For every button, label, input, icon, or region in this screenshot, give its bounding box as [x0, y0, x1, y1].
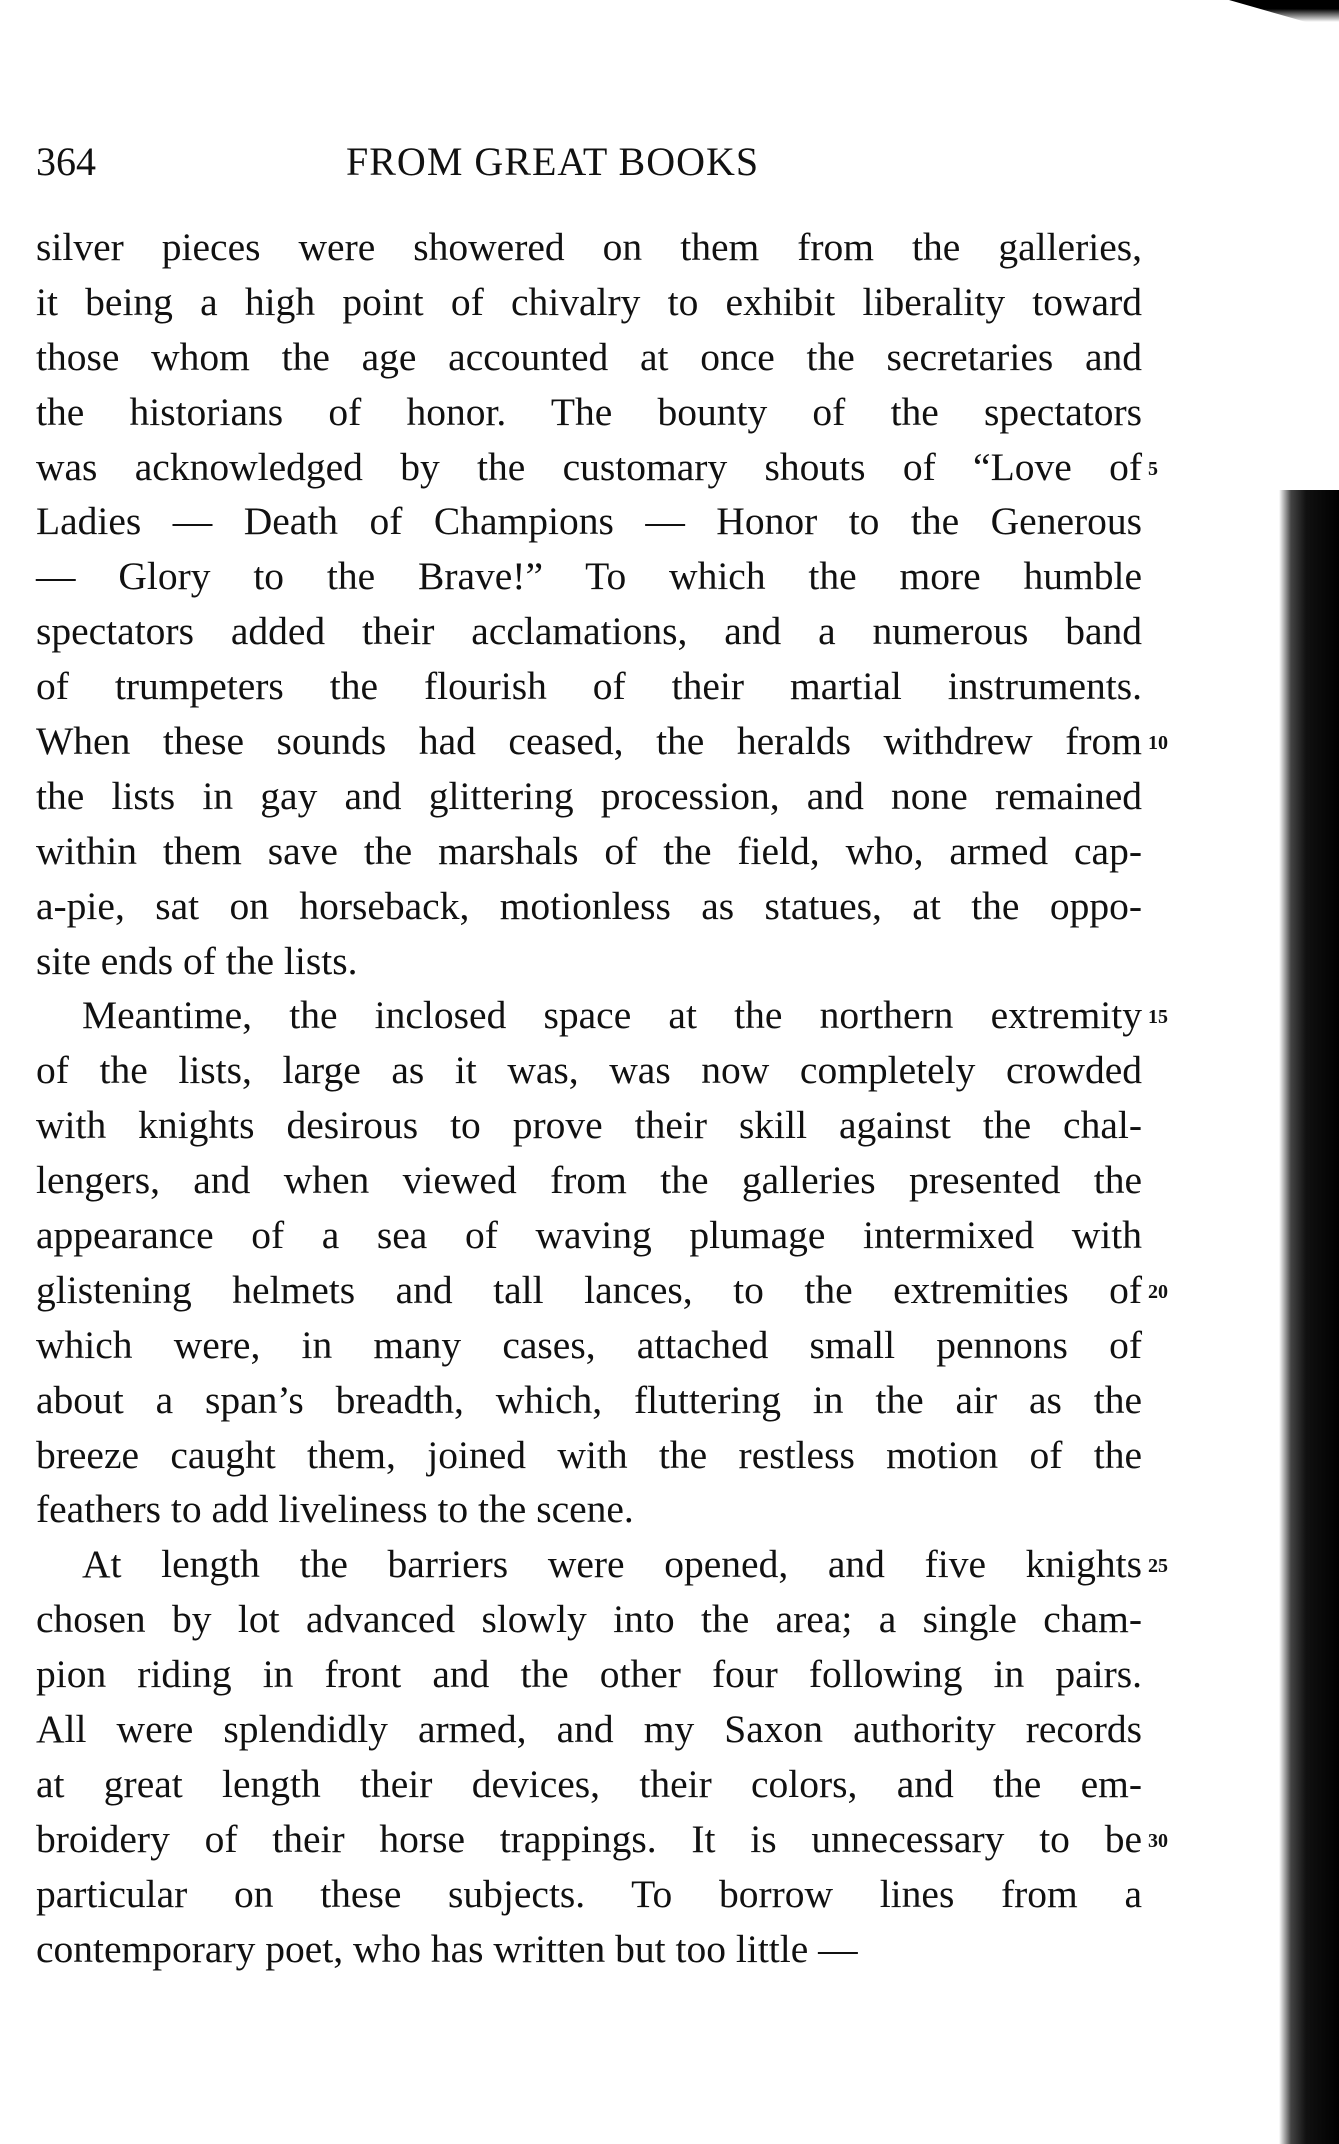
text-line [36, 1757, 1142, 1812]
text-line [36, 1098, 1142, 1153]
running-title: FROM GREAT BOOKS [346, 139, 760, 184]
line-text: Ladies — Death of Champions — Honor to the Generous [36, 499, 1142, 544]
line-text: chosen by lot advanced slowly into the area; a single cham- [36, 1597, 1142, 1642]
line-text: which were, in many cases, attached small pennons of [36, 1322, 1142, 1367]
text-line [36, 440, 1158, 495]
line-text: particular on these subjects. To borrow lines from a [36, 1871, 1142, 1916]
text-line [36, 1428, 1142, 1483]
text-line [36, 1318, 1142, 1373]
text-line [36, 1373, 1142, 1428]
scan-edge-top [1229, 0, 1339, 22]
line-text: lengers, and when viewed from the galleries presented the [36, 1158, 1142, 1203]
text-line [36, 1208, 1142, 1263]
line-text: of trumpeters the flourish of their martial instruments. [36, 664, 1142, 709]
line-text: was acknowledged by the customary shouts of “Love of [36, 444, 1142, 489]
text-line [36, 1812, 1168, 1867]
line-text: When these sounds had ceased, the heralds withdrew from [36, 719, 1142, 764]
line-text: broidery of their horse trappings. It is unnecessary to be [36, 1816, 1142, 1861]
line-text: with knights desirous to prove their skill against the chal- [36, 1103, 1142, 1148]
text-line [36, 220, 1142, 275]
text-line [36, 275, 1142, 330]
line-text: of the lists, large as it was, was now completely crowded [36, 1048, 1142, 1093]
line-number: 30 [1148, 1829, 1168, 1852]
line-text: All were splendidly armed, and my Saxon authority records [36, 1707, 1142, 1752]
line-text: those whom the age accounted at once the secretaries and [36, 334, 1142, 379]
page-header [36, 138, 1142, 188]
line-text: glistening helmets and tall lances, to the extremities of [36, 1267, 1142, 1312]
line-text: within them save the marshals of the field, who, armed cap- [36, 828, 1142, 873]
text-line [36, 1043, 1142, 1098]
line-number: 25 [1148, 1555, 1168, 1578]
line-text: breeze caught them, joined with the restless motion of the [36, 1432, 1142, 1477]
page-number: 364 [36, 139, 96, 184]
line-text: a-pie, sat on horseback, motionless as statues, at the oppo- [36, 883, 1142, 928]
text-line [36, 330, 1142, 385]
line-text: about a span’s breadth, which, fluttering in the air as the [36, 1377, 1142, 1422]
text-line [36, 1537, 1168, 1592]
text-line [36, 1647, 1142, 1702]
line-number: 5 [1148, 457, 1158, 480]
line-text: site ends of the lists. [36, 938, 358, 983]
text-line [36, 879, 1142, 934]
line-text: feathers to add liveliness to the scene. [36, 1487, 634, 1532]
text-line [36, 1592, 1142, 1647]
body-text [36, 220, 1168, 1977]
text-line [36, 1263, 1168, 1318]
text-line [36, 1153, 1142, 1208]
text-line [36, 659, 1142, 714]
scan-page-edge-shadow [1279, 490, 1339, 2144]
text-line [36, 988, 1168, 1043]
line-text: — Glory to the Brave!” To which the more humble [36, 554, 1142, 599]
line-number: 10 [1148, 732, 1168, 755]
text-line [36, 385, 1142, 440]
line-text: the historians of honor. The bounty of the spectators [36, 389, 1142, 434]
text-line [36, 494, 1142, 549]
line-text: at great length their devices, their colors, and the em- [36, 1761, 1142, 1806]
line-text: it being a high point of chivalry to exhibit liberality toward [36, 279, 1142, 324]
text-line [36, 769, 1142, 824]
text-line [36, 604, 1142, 659]
text-line [36, 1922, 1142, 1977]
line-number: 20 [1148, 1280, 1168, 1303]
text-line [36, 1867, 1142, 1922]
text-line [36, 714, 1168, 769]
line-text: appearance of a sea of waving plumage intermixed with [36, 1213, 1142, 1258]
text-line [36, 1482, 1142, 1537]
text-line [36, 934, 1142, 989]
line-text: silver pieces were showered on them from the galleries, [36, 225, 1142, 269]
line-text: Meantime, the inclosed space at the northern extremity [82, 993, 1142, 1038]
text-line [36, 824, 1142, 879]
line-text: contemporary poet, who has written but too little — [36, 1926, 858, 1971]
line-text: pion riding in front and the other four following in pairs. [36, 1652, 1142, 1697]
line-text: spectators added their acclamations, and a numerous band [36, 609, 1142, 654]
line-text: the lists in gay and glittering procession, and none remained [36, 773, 1142, 818]
line-number: 15 [1148, 1006, 1168, 1029]
text-line [36, 1702, 1142, 1757]
line-text: At length the barriers were opened, and five knights [82, 1542, 1142, 1587]
text-line [36, 549, 1142, 604]
